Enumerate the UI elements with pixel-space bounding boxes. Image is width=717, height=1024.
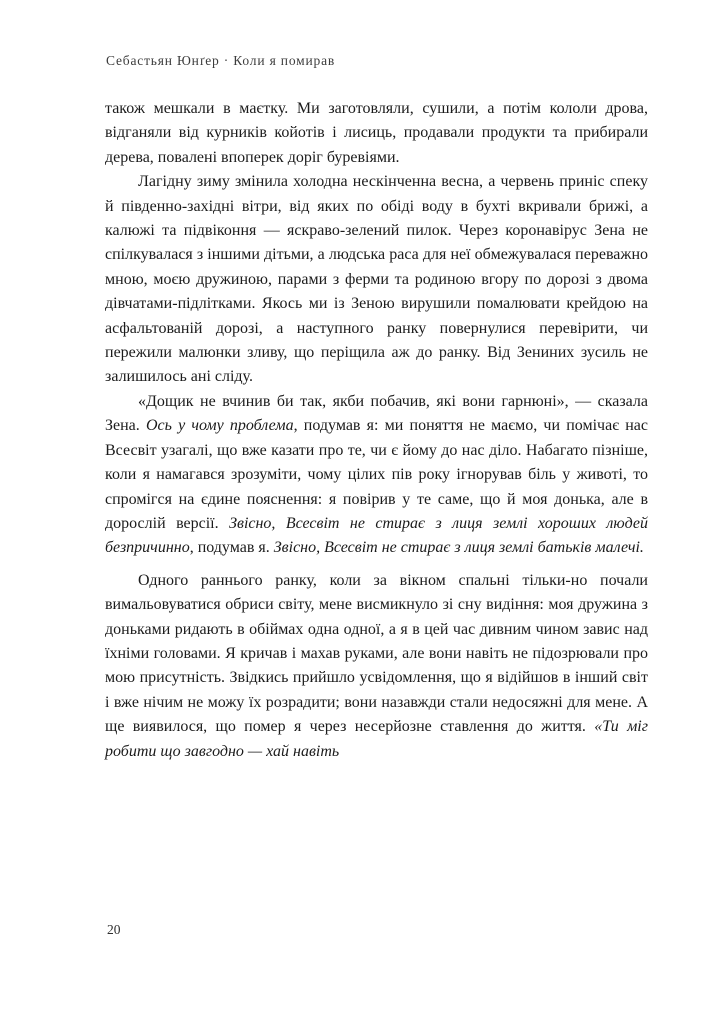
text-segment: Одного раннього ранку, коли за вікном спальні тільки-но почали вимальовуватися обриси світу, мене висмикнуло зі сну видіння: моя дружина з доньками ридають в обіймах одна одної, а я в цей час дивним чином завис над їхніми головами. Я кричав і махав руками, але вони навіть не підозрювали про мою присутність. Звідкись прийшло усвідомлення, що я відійшов в інший світ і вже нічим не можу їх розрадити; вони назавжди стали недосяжні для мене. А ще виявилося, що помер я через несерйозне ставлення до життя.: [105, 571, 648, 736]
italic-text-segment: Звісно, Всесвіт не стирає з лиця землі батьків малечі.: [273, 539, 644, 557]
text-segment: «Дощик не вчинив би так, якби побачив, які вони гарнюні», — сказала Зена.: [105, 392, 648, 435]
text-segment: , подумав я.: [189, 539, 274, 557]
text-segment: , подумав я: ми поняття не маємо, чи помічає нас Всесвіт узагалі, що вже казати про те, чи є йому до нас діло. Набагато пізніше, коли я намагався зрозуміти, чому цілих пів року ігнорував біль у животі, то спромігся на єдине пояснення: я повірив у те саме, що й моя донька, але в дорослій версії.: [105, 417, 649, 532]
page-number: 20: [107, 922, 121, 937]
paragraph: [105, 97, 648, 170]
paragraph: [105, 170, 648, 390]
italic-text-segment: Звісно, Всесвіт не стирає з лиця землі хороших людей безпричинно: [105, 514, 649, 557]
text-block: [105, 97, 648, 764]
paragraph: [105, 569, 648, 764]
italic-text-segment: Ось у чому проблема: [145, 417, 294, 435]
text-segment: також мешкали в маєтку. Ми заготовляли, сушили, а потім кололи дрова, відганяли від курників койотів і лисиць, продавали продукти та прибирали дерева, повалені впоперек доріг буревіями.: [105, 100, 648, 166]
paragraph: [105, 390, 648, 561]
italic-text-segment: «Ти міг робити що завгодно — хай навіть: [105, 718, 648, 760]
running-header: Себастьян Юнґер · Коли я помирав: [106, 53, 336, 68]
text-segment: Лагідну зиму змінила холодна нескінченна весна, а червень приніс спеку й південно-західні вітри, від яких по обіді воду в бухті вкривали брижі, а калюжі та підвіконня — яскраво-зелений пилок. Через коронавірус Зена не спілкувалася з іншими дітьми, а людська раса для неї обмежувалася переважно мною, моєю дружиною, парами з ферми та родиною вгору по дорозі з двома дівчатами-підлітками. Якось ми із Зеною вирушили помалювати крейдою на асфальтованій дорозі, а наступного ранку повернулися перевірити, чи пережили малюнки зливу, що періщила аж до ранку. Від Зениних зусиль не залишилось ані сліду.: [105, 173, 648, 386]
